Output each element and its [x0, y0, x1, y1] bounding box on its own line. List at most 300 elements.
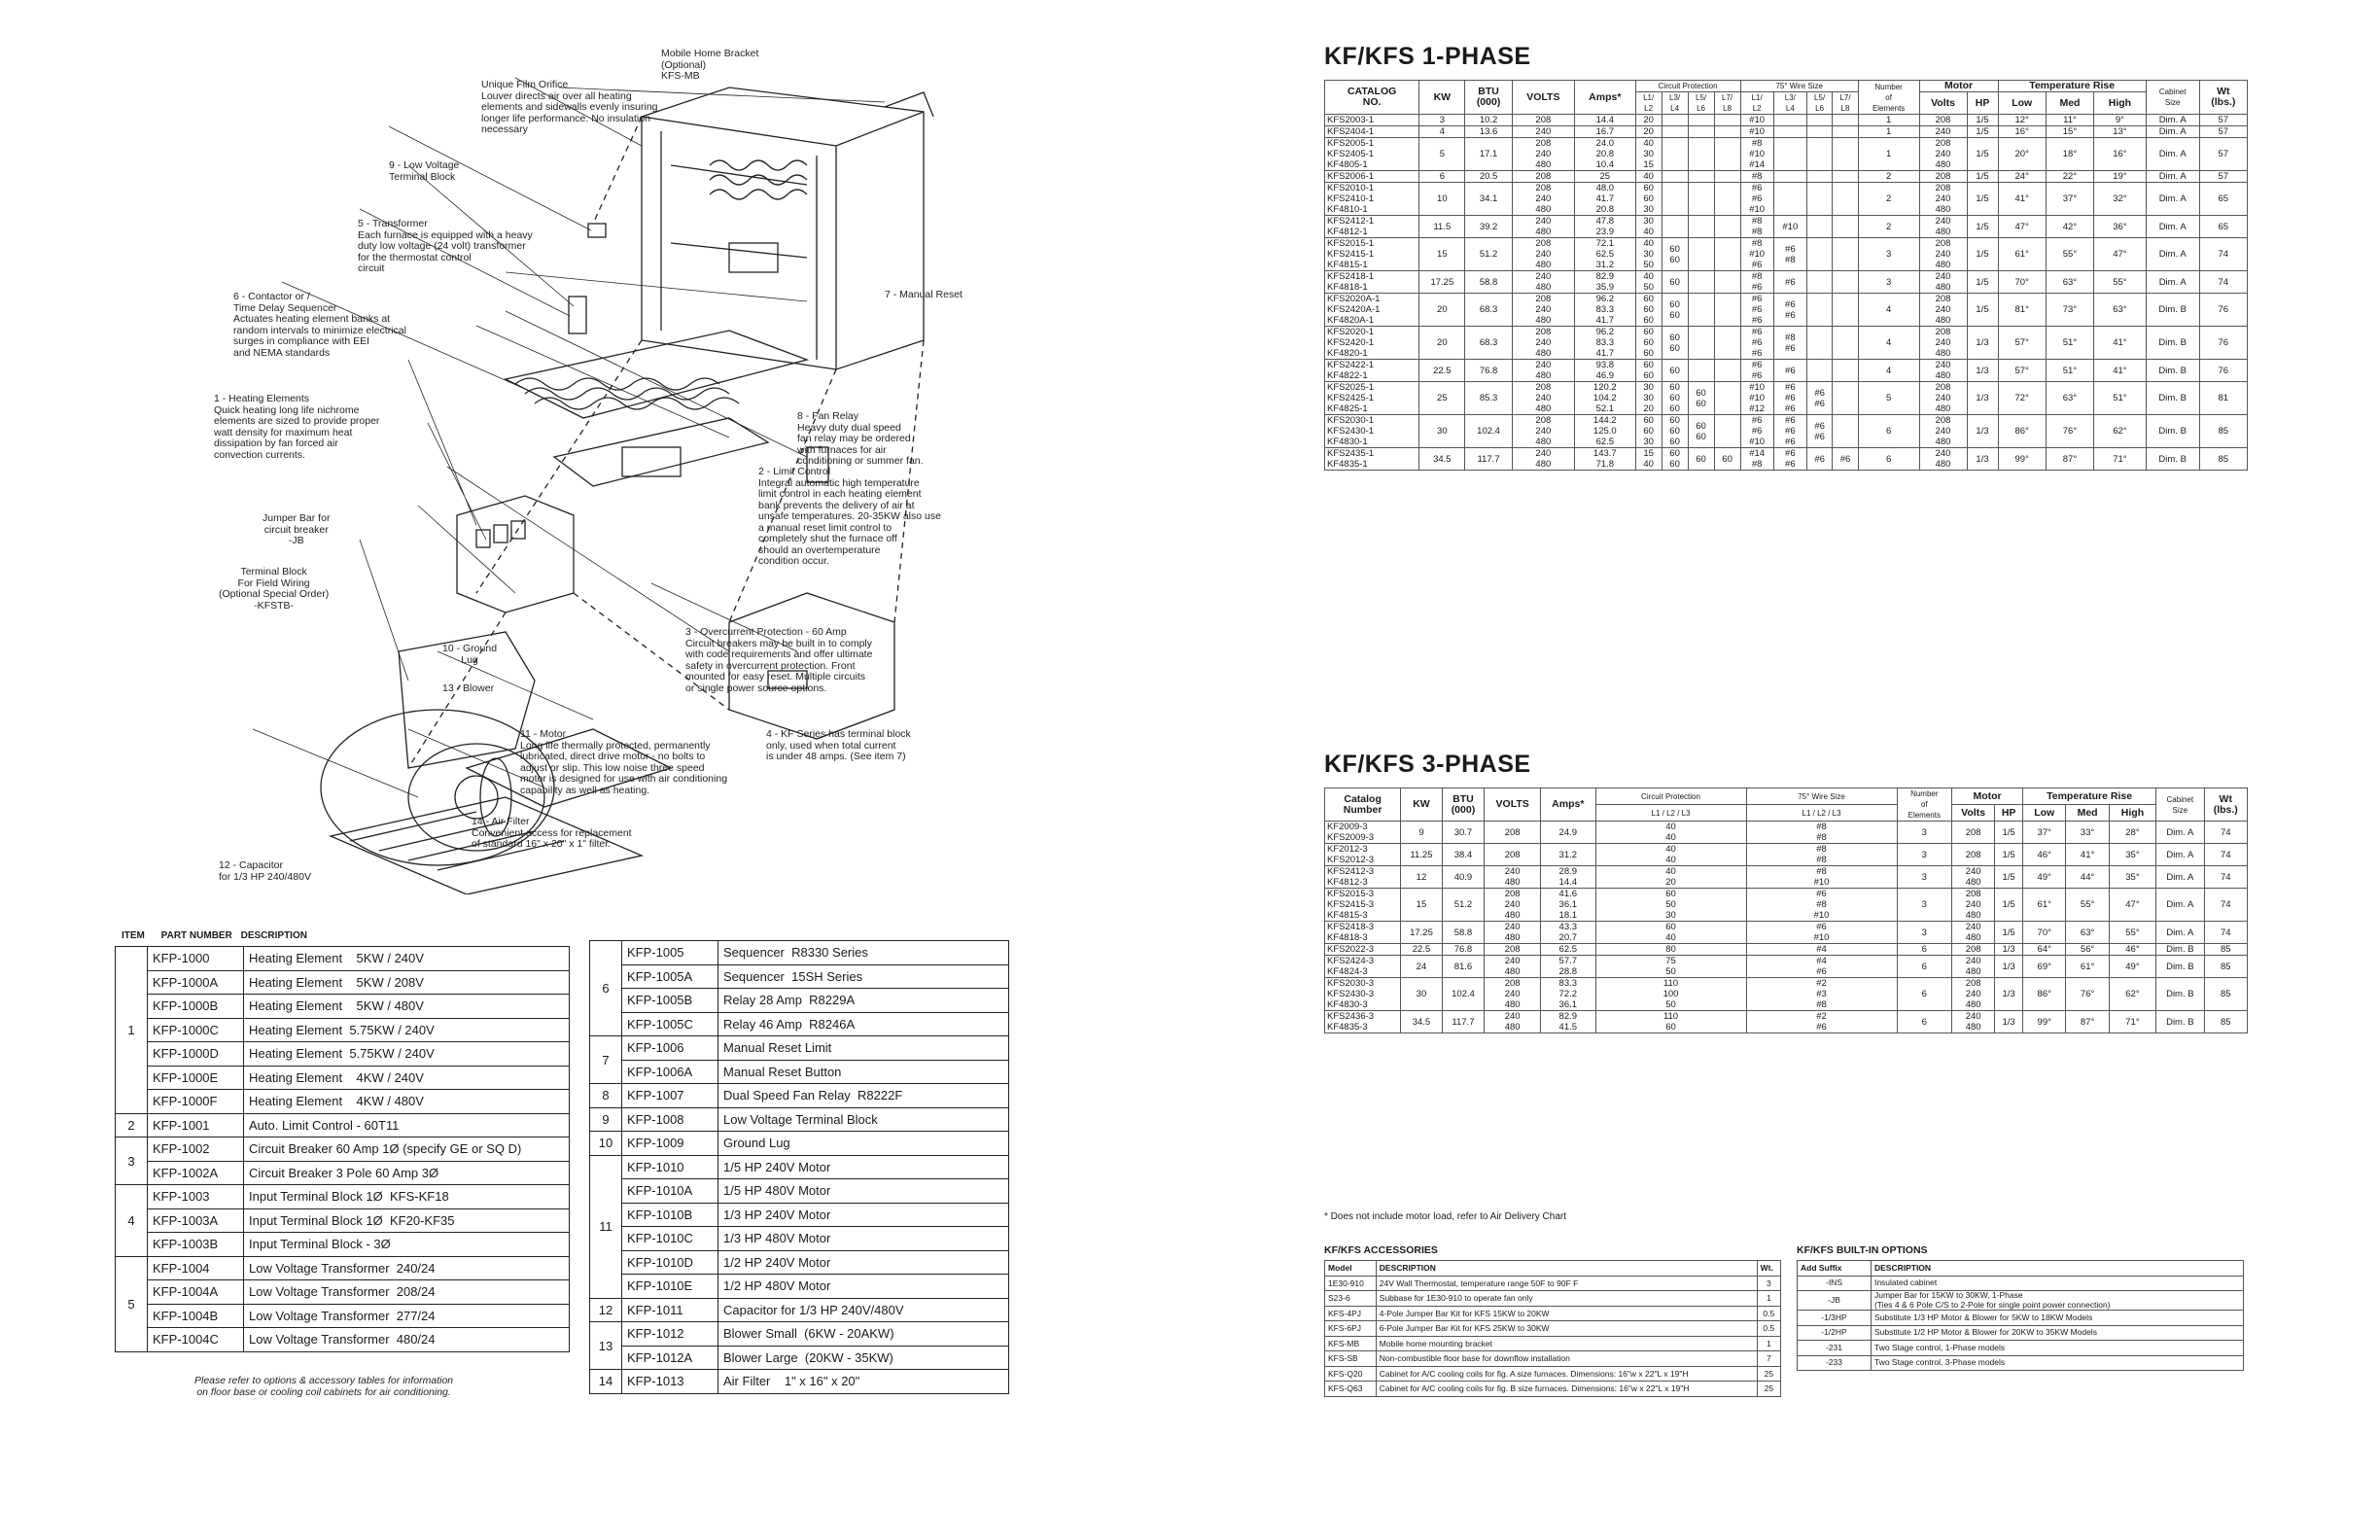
parts-row [590, 1275, 1009, 1299]
parts-header-desc: DESCRIPTION [240, 930, 307, 941]
parts-table-right [589, 940, 1009, 1394]
table-cell: 25 [1757, 1382, 1780, 1397]
table-cell: 86° [1998, 415, 2046, 448]
table-cell [1806, 115, 1832, 126]
table-cell: 1 [1858, 115, 1919, 126]
col-header: Amps* [1574, 81, 1635, 115]
table-row [1325, 183, 2248, 216]
table-cell [1806, 138, 1832, 171]
table-cell [1773, 171, 1806, 183]
parts-row [590, 1132, 1009, 1156]
table-cell: 1/3 [1967, 327, 1998, 360]
col-header: Circuit Protection [1635, 81, 1740, 92]
parts-row [590, 1298, 1009, 1322]
table-cell: 76.8 [1465, 360, 1512, 382]
table-cell: 3 [1897, 822, 1952, 844]
table-cell: 1 [1757, 1291, 1780, 1307]
table-cell: 240 [1919, 126, 1967, 138]
table-cell: 30 [1401, 978, 1442, 1011]
table-cell: 240 480 [1919, 271, 1967, 294]
table-row [1798, 1276, 2244, 1291]
table-cell: 3 [1419, 115, 1465, 126]
part-item-number: 14 [590, 1370, 622, 1394]
part-description: Sequencer R8330 Series [718, 941, 1009, 965]
part-description: Heating Element 4KW / 240V [244, 1066, 570, 1090]
table-cell: 19° [2094, 171, 2147, 183]
table-cell: 40 [1635, 171, 1662, 183]
table-cell: 208 240 480 [1952, 978, 1995, 1011]
table-cell: 31.2 [1541, 844, 1595, 866]
table-cell: 208 [1485, 944, 1541, 956]
table-cell: 74 [2199, 238, 2247, 271]
one-phase-title: KF/KFS 1-PHASE [1324, 43, 1531, 70]
table-cell: #10 [1773, 216, 1806, 238]
table-cell: 25 [1757, 1366, 1780, 1382]
table-cell: Dim. B [2146, 415, 2199, 448]
table-row [1325, 866, 2248, 889]
accessories-title: KF/KFS ACCESSORIES [1324, 1244, 1438, 1256]
table-cell: 60 40 [1595, 922, 1746, 944]
part-description: Relay 46 Amp R8246A [718, 1012, 1009, 1036]
table-row [1325, 360, 2248, 382]
table-cell: 44° [2066, 866, 2109, 889]
table-cell: KFS2006-1 [1325, 171, 1419, 183]
table-cell: 1/3 [1995, 956, 2023, 978]
table-cell: 1/5 [1967, 271, 1998, 294]
table-cell: 83.3 72.2 36.1 [1541, 978, 1595, 1011]
part-number: KFP-1004A [148, 1280, 244, 1305]
table-cell [1833, 171, 1858, 183]
table-row [1325, 138, 2248, 171]
parts-row [590, 1370, 1009, 1394]
table-cell: 2 [1858, 216, 1919, 238]
col-header: Low [1998, 92, 2046, 115]
part-description: 1/2 HP 240V Motor [718, 1250, 1009, 1275]
table-cell: 4 [1419, 126, 1465, 138]
header-row [1325, 1261, 1781, 1277]
table-cell: 240 480 [1952, 1011, 1995, 1033]
table-row [1325, 1306, 1781, 1321]
table-cell [1662, 216, 1688, 238]
table-cell: 71° [2109, 1011, 2155, 1033]
table-cell: 69° [2023, 956, 2066, 978]
table-cell: Dim. B [2156, 944, 2204, 956]
table-cell: 16° [2094, 138, 2147, 171]
table-cell [1714, 360, 1740, 382]
table-cell [1773, 138, 1806, 171]
table-cell: 57 [2199, 126, 2247, 138]
part-number: KFP-1011 [622, 1298, 718, 1322]
part-description: 1/2 HP 480V Motor [718, 1275, 1009, 1299]
part-number: KFP-1010C [622, 1227, 718, 1251]
table-cell: 1/3 [1995, 944, 2023, 956]
label-mobile-bracket: Mobile Home Bracket (Optional) KFS-MB [661, 48, 759, 82]
table-cell: 22.5 [1401, 944, 1442, 956]
table-cell: 63° [2046, 382, 2093, 415]
table-cell: KF2009-3 KFS2009-3 [1325, 822, 1401, 844]
table-cell: 240 480 [1485, 866, 1541, 889]
parts-row [590, 1036, 1009, 1061]
table-cell: #8 #10 #14 [1740, 138, 1773, 171]
label-ground-lug: 10 - Ground Lug [442, 643, 498, 666]
part-item-number: 2 [116, 1113, 148, 1138]
part-number: KFP-1001 [148, 1113, 244, 1138]
table-cell: 40 30 15 [1635, 138, 1662, 171]
table-cell: 57 [2199, 138, 2247, 171]
table-row [1325, 956, 2248, 978]
table-cell: 76 [2199, 360, 2247, 382]
part-description: Capacitor for 1/3 HP 240V/480V [718, 1298, 1009, 1322]
table-cell: 65 [2199, 183, 2247, 216]
table-cell: 40 20 [1595, 866, 1746, 889]
table-cell: 12 [1401, 866, 1442, 889]
table-cell: Dim. A [2146, 138, 2199, 171]
table-cell: 117.7 [1442, 1011, 1485, 1033]
col-header: Temperature Rise [2023, 788, 2156, 805]
table-cell: 85 [2204, 956, 2247, 978]
parts-list-header [122, 930, 307, 941]
parts-row [116, 1066, 570, 1090]
table-cell: 85 [2204, 978, 2247, 1011]
table-cell: 1/3 [1995, 978, 2023, 1011]
table-cell [1688, 327, 1714, 360]
part-number: KFP-1005 [622, 941, 718, 965]
table-cell: Dim. B [2156, 978, 2204, 1011]
part-description: 1/5 HP 240V Motor [718, 1155, 1009, 1179]
parts-row [590, 1203, 1009, 1227]
table-cell [1688, 294, 1714, 327]
table-cell: 9 [1401, 822, 1442, 844]
table-cell: 208 240 480 [1512, 238, 1574, 271]
table-cell: KFS2022-3 [1325, 944, 1401, 956]
table-cell [1714, 115, 1740, 126]
col-header: Wt (lbs.) [2204, 788, 2247, 822]
table-cell: 47° [2094, 238, 2147, 271]
table-cell: 40 30 50 [1635, 238, 1662, 271]
part-description: Heating Element 5KW / 240V [244, 947, 570, 971]
table-row [1325, 1321, 1781, 1337]
table-cell: 1/5 [1967, 238, 1998, 271]
part-description: 1/3 HP 240V Motor [718, 1203, 1009, 1227]
part-number: KFP-1000E [148, 1066, 244, 1090]
part-description: Relay 28 Amp R8229A [718, 989, 1009, 1013]
table-cell: KFS-MB [1325, 1336, 1377, 1351]
table-cell: 17.25 [1419, 271, 1465, 294]
table-cell: 96.2 83.3 41.7 [1574, 294, 1635, 327]
parts-row [116, 947, 570, 971]
parts-row [590, 1155, 1009, 1179]
table-cell: 76.8 [1442, 944, 1485, 956]
table-cell: 85 [2199, 448, 2247, 471]
table-cell: KFS2412-1 KF4812-1 [1325, 216, 1419, 238]
table-cell: Dim. B [2146, 382, 2199, 415]
table-cell: 57 [2199, 171, 2247, 183]
one-phase-table [1324, 80, 2248, 471]
table-cell: 85.3 [1465, 382, 1512, 415]
table-cell: 1/5 [1967, 183, 1998, 216]
table-row [1325, 216, 2248, 238]
table-cell: KFS-Q63 [1325, 1382, 1377, 1397]
table-cell: 51° [2046, 327, 2093, 360]
table-cell: 3 [1897, 889, 1952, 922]
table-cell: -233 [1798, 1355, 1872, 1371]
table-row [1325, 944, 2248, 956]
col-header: Wt (lbs.) [2199, 81, 2247, 115]
table-cell: 24.9 [1541, 822, 1595, 844]
table-cell: 85 [2204, 1011, 2247, 1033]
table-cell: 7 [1757, 1351, 1780, 1367]
table-cell: 60 60 60 [1662, 382, 1688, 415]
table-cell: #2 #6 [1746, 1011, 1897, 1033]
table-cell: 4 [1858, 294, 1919, 327]
table-cell: 208 240 480 [1512, 138, 1574, 171]
table-cell: 60 60 30 [1635, 415, 1662, 448]
table-cell: 9° [2094, 115, 2147, 126]
table-cell: 81 [2199, 382, 2247, 415]
col-header: Amps* [1541, 788, 1595, 822]
table-cell: 63° [2094, 294, 2147, 327]
table-cell: 208 240 480 [1919, 327, 1967, 360]
table-cell: 74 [2204, 889, 2247, 922]
table-cell: 3 [1897, 922, 1952, 944]
table-row [1325, 844, 2248, 866]
table-cell: Dim. B [2146, 448, 2199, 471]
part-number: KFP-1012 [622, 1322, 718, 1347]
table-cell: 28° [2109, 822, 2155, 844]
table-cell: 36° [2094, 216, 2147, 238]
table-cell: Dim. A [2156, 822, 2204, 844]
label-motor: 11 - Motor Long life thermally protected, permanently lubricated, direct drive motor - no bolts to adjust or slip. This low noise three speed motor is designed for use with air conditioning capability as well as heating. [520, 728, 728, 796]
part-number: KFP-1012A [622, 1346, 718, 1370]
table-cell: KFS-Q20 [1325, 1366, 1377, 1382]
table-cell: 208 240 480 [1919, 183, 1967, 216]
table-cell: 60 60 30 [1635, 183, 1662, 216]
table-cell: 24 [1401, 956, 1442, 978]
table-cell: 3 [1858, 271, 1919, 294]
label-blower: 13 - Blower [442, 682, 495, 694]
table-cell: 240 480 [1512, 448, 1574, 471]
parts-row [116, 1113, 570, 1138]
parts-row [590, 1012, 1009, 1036]
table-row [1325, 238, 2248, 271]
table-cell: #6 #8 #10 [1746, 889, 1897, 922]
table-cell: #6 #6 #6 [1740, 294, 1773, 327]
col-header: HP [1995, 805, 2023, 822]
table-cell: 110 100 50 [1595, 978, 1746, 1011]
table-cell [1714, 294, 1740, 327]
three-phase-title: KF/KFS 3-PHASE [1324, 751, 1531, 778]
table-cell: 15° [2046, 126, 2093, 138]
col-subheader: L5/ L6 [1688, 92, 1714, 115]
part-description: Blower Large (20KW - 35KW) [718, 1346, 1009, 1370]
part-item-number: 11 [590, 1155, 622, 1298]
table-cell: 1/5 [1995, 866, 2023, 889]
table-cell: 57.7 28.8 [1541, 956, 1595, 978]
table-cell: 1/5 [1995, 889, 2023, 922]
table-cell: 61° [2066, 956, 2109, 978]
table-cell: 28.9 14.4 [1541, 866, 1595, 889]
table-row [1798, 1355, 2244, 1371]
table-cell: 30 40 [1635, 216, 1662, 238]
table-cell: 208 240 480 [1919, 382, 1967, 415]
table-cell: 208 [1485, 844, 1541, 866]
table-cell: 47° [2109, 889, 2155, 922]
table-cell: 102.4 [1442, 978, 1485, 1011]
table-cell: 208 240 480 [1512, 382, 1574, 415]
table-cell [1806, 238, 1832, 271]
table-cell [1662, 183, 1688, 216]
part-description: Circuit Breaker 3 Pole 60 Amp 3Ø [244, 1161, 570, 1185]
table-cell: 240 [1512, 126, 1574, 138]
col-header: Motor [1952, 788, 2023, 805]
table-cell: Cabinet for A/C cooling coils for fig. B size furnaces. Dimensions: 16"w x 22"L x 19"H [1376, 1382, 1757, 1397]
table-cell: 16.7 [1574, 126, 1635, 138]
table-row [1325, 1291, 1781, 1307]
table-cell: KFS-6PJ [1325, 1321, 1377, 1337]
parts-header-part: PART NUMBER [160, 930, 232, 941]
table-cell: 60 60 [1662, 294, 1688, 327]
table-cell: 240 480 [1485, 956, 1541, 978]
table-cell [1773, 115, 1806, 126]
label-limit-control: 2 - Limit Control Integral automatic high temperature limit control in each heating element bank prevents the delivery of air at unsafe temperatures. 20-35KW also use a manual reset limit control to completely shut the furnace off should an overtemperature condition occur. [758, 466, 941, 567]
part-item-number: 3 [116, 1138, 148, 1185]
parts-row [116, 995, 570, 1019]
table-cell: 240 480 [1512, 216, 1574, 238]
table-row [1798, 1325, 2244, 1341]
table-cell [1688, 183, 1714, 216]
table-cell: 17.1 [1465, 138, 1512, 171]
table-cell: 1/5 [1967, 115, 1998, 126]
table-cell [1688, 126, 1714, 138]
part-description: Heating Element 5.75KW / 240V [244, 1018, 570, 1042]
table-cell: 4-Pole Jumper Bar Kit for KFS 15KW to 20KW [1376, 1306, 1757, 1321]
table-cell: 15 [1401, 889, 1442, 922]
table-cell [1662, 115, 1688, 126]
part-number: KFP-1003A [148, 1208, 244, 1233]
table-cell: 17.25 [1401, 922, 1442, 944]
parts-row [116, 1256, 570, 1280]
table-cell [1806, 126, 1832, 138]
table-cell: 30.7 [1442, 822, 1485, 844]
table-cell: 87° [2066, 1011, 2109, 1033]
table-cell: KF2012-3 KFS2012-3 [1325, 844, 1401, 866]
table-row [1325, 1366, 1781, 1382]
table-cell: KFS2015-1 KFS2415-1 KF4815-1 [1325, 238, 1419, 271]
table-cell [1773, 126, 1806, 138]
table-cell: 41° [2094, 360, 2147, 382]
parts-row [590, 989, 1009, 1013]
table-cell: 34.1 [1465, 183, 1512, 216]
part-description: 1/5 HP 480V Motor [718, 1179, 1009, 1204]
table-cell: KFS2015-3 KFS2415-3 KF4815-3 [1325, 889, 1401, 922]
table-cell: Dim. A [2146, 171, 2199, 183]
part-number: KFP-1000F [148, 1090, 244, 1114]
parts-row [590, 1250, 1009, 1275]
table-cell: Dim. A [2146, 238, 2199, 271]
table-cell: #8 #10 [1746, 866, 1897, 889]
table-cell: 76° [2046, 415, 2093, 448]
table-cell: #10 [1740, 126, 1773, 138]
part-item-number: 7 [590, 1036, 622, 1084]
part-number: KFP-1013 [622, 1370, 718, 1394]
table-cell: 51.2 [1442, 889, 1485, 922]
table-cell: #4 #6 [1746, 956, 1897, 978]
table-cell: 3 [1858, 238, 1919, 271]
col-subheader: L7/ L8 [1714, 92, 1740, 115]
table-cell: 13.6 [1465, 126, 1512, 138]
builtin-options-table [1797, 1260, 2244, 1371]
table-cell [1662, 126, 1688, 138]
table-cell: 6 [1419, 171, 1465, 183]
table-cell: 46° [2109, 944, 2155, 956]
table-row [1798, 1291, 2244, 1311]
table-cell: #6 #6 [1773, 294, 1806, 327]
table-cell: KFS2412-3 KF4812-3 [1325, 866, 1401, 889]
part-description: Air Filter 1" x 16" x 20" [718, 1370, 1009, 1394]
table-cell: 46° [2023, 844, 2066, 866]
table-cell: Dim. B [2146, 327, 2199, 360]
col-header: BTU (000) [1465, 81, 1512, 115]
table-cell: Dim. A [2156, 922, 2204, 944]
part-description: Low Voltage Terminal Block [718, 1107, 1009, 1132]
table-cell: 208 [1512, 171, 1574, 183]
part-description: Input Terminal Block 1Ø KFS-KF18 [244, 1185, 570, 1209]
table-cell: 11° [2046, 115, 2093, 126]
table-cell: 74 [2204, 866, 2247, 889]
table-cell: 0.5 [1757, 1321, 1780, 1337]
table-cell: 208 240 480 [1485, 889, 1541, 922]
table-cell: 60 [1662, 271, 1688, 294]
col-subheader: L1/ L2 [1740, 92, 1773, 115]
parts-row [116, 1018, 570, 1042]
table-cell: 208 240 480 [1952, 889, 1995, 922]
part-number: KFP-1000C [148, 1018, 244, 1042]
table-cell: 40 40 [1595, 844, 1746, 866]
table-cell: 6 [1858, 448, 1919, 471]
table-cell: #8 #8 [1746, 822, 1897, 844]
table-cell [1833, 382, 1858, 415]
part-description: Ground Lug [718, 1132, 1009, 1156]
table-cell: 5 [1858, 382, 1919, 415]
table-cell: 208 240 480 [1919, 415, 1967, 448]
table-cell [1833, 238, 1858, 271]
part-number: KFP-1005A [622, 964, 718, 989]
table-cell: 208 240 480 [1512, 415, 1574, 448]
table-cell: 68.3 [1465, 327, 1512, 360]
table-cell: 208 240 480 [1919, 294, 1967, 327]
part-description: Sequencer 15SH Series [718, 964, 1009, 989]
table-row [1325, 448, 2248, 471]
table-cell: 143.7 71.8 [1574, 448, 1635, 471]
part-item-number: 8 [590, 1084, 622, 1108]
label-transformer: 5 - Transformer Each furnace is equipped with a heavy duty low voltage (24 volt) transformer for the thermostat control circuit [358, 218, 533, 274]
table-cell: S23-6 [1325, 1291, 1377, 1307]
table-cell: 76° [2066, 978, 2109, 1011]
table-cell: 41° [1998, 183, 2046, 216]
part-item-number: 12 [590, 1298, 622, 1322]
table-cell: #8 #8 [1746, 844, 1897, 866]
col-header: Catalog Number [1325, 788, 1401, 822]
label-terminal-block: Terminal Block For Field Wiring (Optional Special Order) -KFSTB- [219, 566, 330, 612]
table-cell: 81.6 [1442, 956, 1485, 978]
table-cell: 208 [1919, 115, 1967, 126]
table-cell: 40.9 [1442, 866, 1485, 889]
table-cell: 15 [1419, 238, 1465, 271]
table-cell: 240 480 [1952, 866, 1995, 889]
parts-row [116, 1304, 570, 1328]
parts-row [116, 1208, 570, 1233]
table-cell [1662, 171, 1688, 183]
